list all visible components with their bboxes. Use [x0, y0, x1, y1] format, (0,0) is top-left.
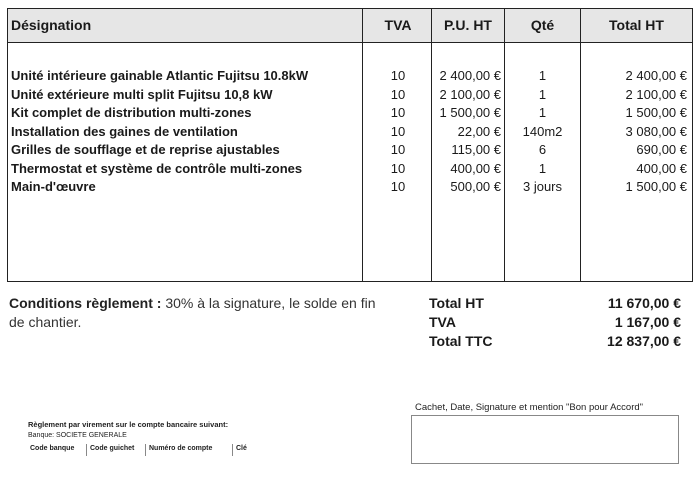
- cell-total: 690,00 €: [636, 142, 687, 157]
- table-row: [8, 67, 692, 86]
- bank-name: Banque: SOCIETE GENERALE: [28, 432, 127, 439]
- bank-column: Code banque: [30, 445, 75, 452]
- cell-pu: 500,00 €: [450, 179, 501, 194]
- total-label: Total HT: [429, 295, 484, 311]
- quote-table: [7, 8, 693, 282]
- cell-designation: Main-d'œuvre: [11, 179, 96, 194]
- bank-columns: [28, 444, 268, 456]
- total-ht-row: [429, 294, 681, 313]
- cell-tva: 10: [390, 105, 406, 120]
- header-pu: P.U. HT: [444, 17, 492, 33]
- total-value: 1 167,00 €: [614, 314, 681, 330]
- cell-designation: Kit complet de distribution multi-zones: [11, 105, 252, 120]
- cell-designation: Unité intérieure gainable Atlantic Fujitsu 10.8kW: [11, 68, 309, 83]
- bank-column: Numéro de compte: [145, 444, 212, 456]
- header-total: Total HT: [609, 17, 664, 33]
- cell-pu: 115,00 €: [451, 142, 501, 157]
- header-designation: Désignation: [11, 17, 92, 33]
- conditions-label: Conditions règlement :: [9, 295, 162, 311]
- table-row: [8, 86, 692, 105]
- total-value: 12 837,00 €: [607, 333, 681, 349]
- cell-qte: 140m2: [522, 123, 563, 139]
- cell-tva: 10: [390, 123, 406, 139]
- cell-designation: Grilles de soufflage et de reprise ajustables: [11, 142, 280, 157]
- tva-row: [429, 313, 681, 332]
- cell-total: 2 100,00 €: [625, 86, 687, 102]
- bank-column: Clé: [232, 444, 247, 456]
- cell-pu: 1 500,00 €: [439, 105, 501, 120]
- cell-designation: Unité extérieure multi split Fujitsu 10,8 kW: [11, 86, 273, 102]
- bank-details: [28, 420, 268, 456]
- total-ttc-row: [429, 332, 681, 351]
- payment-conditions: [9, 294, 379, 332]
- conditions-text: 30% à la signature, le solde en fin de chantier.: [9, 295, 376, 330]
- table-row: [8, 178, 692, 197]
- cell-total: 1 500,00 €: [625, 179, 687, 194]
- cell-total: 2 400,00 €: [625, 68, 687, 83]
- cell-tva: 10: [390, 179, 406, 194]
- cell-tva: 10: [390, 86, 406, 102]
- cell-total: 400,00 €: [636, 160, 687, 176]
- total-value: 11 670,00 €: [607, 295, 681, 311]
- cell-qte: 1: [538, 160, 547, 176]
- cell-designation: Thermostat et système de contrôle multi-zones: [11, 160, 303, 176]
- table-row: [8, 104, 692, 123]
- cell-qte: 3 jours: [522, 179, 563, 194]
- total-label: TVA: [429, 314, 456, 330]
- cell-tva: 10: [390, 68, 406, 83]
- cell-pu: 2 400,00 €: [439, 68, 501, 83]
- cell-qte: 1: [538, 86, 547, 102]
- cell-tva: 10: [390, 160, 406, 176]
- cell-pu: 400,00 €: [450, 160, 501, 176]
- table-header: [8, 9, 692, 43]
- total-label: Total TTC: [429, 333, 493, 349]
- bank-column: Code guichet: [86, 444, 134, 456]
- cell-qte: 1: [538, 105, 547, 120]
- cell-pu: 22,00 €: [457, 123, 501, 139]
- cell-designation: Installation des gaines de ventilation: [11, 123, 238, 139]
- bank-title: Règlement par virement sur le compte bancaire suivant:: [28, 420, 229, 429]
- signature-box[interactable]: [411, 415, 679, 464]
- table-row: [8, 160, 692, 179]
- signature-label: Cachet, Date, Signature et mention "Bon pour Accord": [415, 402, 644, 413]
- cell-total: 1 500,00 €: [625, 105, 687, 120]
- table-body: [8, 67, 692, 197]
- cell-qte: 6: [538, 142, 547, 157]
- cell-pu: 2 100,00 €: [439, 86, 501, 102]
- header-qte: Qté: [530, 17, 555, 33]
- header-tva: TVA: [384, 17, 412, 33]
- table-row: [8, 123, 692, 142]
- totals-block: [429, 294, 681, 351]
- cell-tva: 10: [390, 142, 406, 157]
- table-row: [8, 141, 692, 160]
- cell-total: 3 080,00 €: [625, 123, 687, 139]
- cell-qte: 1: [538, 68, 547, 83]
